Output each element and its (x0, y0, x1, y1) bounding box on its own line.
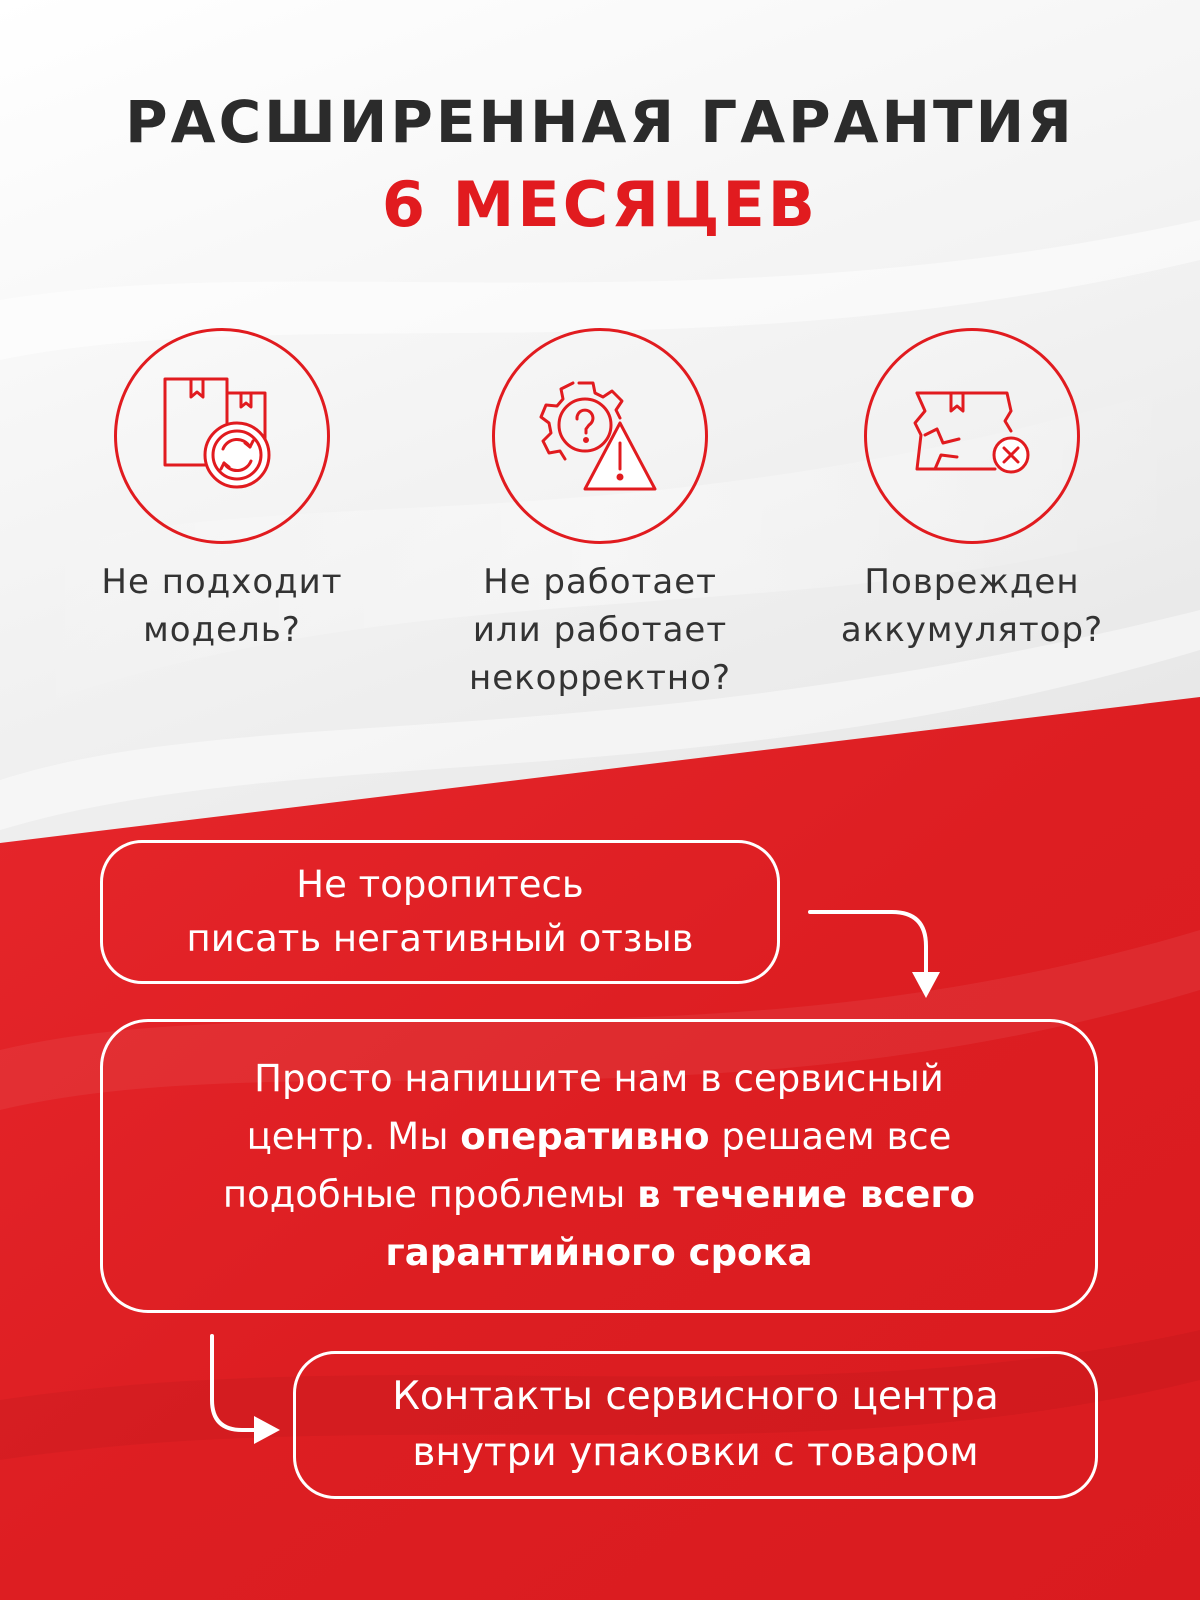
contacts-box (293, 1351, 1098, 1499)
feature-circle (492, 328, 708, 544)
gear-warning-icon (535, 371, 665, 501)
feature-circle (114, 328, 330, 544)
broken-box-icon (907, 371, 1037, 501)
feature-caption: Поврежден аккумулятор? (840, 562, 1104, 650)
feature-not-working (450, 328, 750, 702)
page-title: РАСШИРЕННАЯ ГАРАНТИЯ (125, 88, 1075, 156)
contacts-line-1: Контакты сервисного центра (392, 1374, 999, 1419)
emphasis-quickly: оперативно (460, 1115, 710, 1158)
arrow-down-icon (800, 896, 940, 1006)
notice-line-2: писать негативный отзыв (186, 917, 694, 960)
feature-wrong-model (72, 328, 372, 654)
feature-caption: Не работает или работает некорректно? (469, 562, 731, 698)
arrow-right-icon (200, 1330, 290, 1450)
notice-line-1: Не торопитесь (296, 863, 584, 906)
feature-circle (864, 328, 1080, 544)
box-exchange-icon (157, 371, 287, 501)
service-line-1: Просто напишите нам в сервисный (254, 1057, 944, 1100)
contacts-line-2: внутри упаковки с товаром (412, 1430, 979, 1475)
emphasis-warranty-term: гарантийного срока (385, 1231, 813, 1274)
feature-caption: Не подходит модель? (101, 562, 343, 650)
service-box: Просто напишите нам в сервисный центр. Мы оперативно решаем все подобные проблемы в течение всего гарантийного срока (100, 1019, 1098, 1313)
warranty-period: 6 МЕСЯЦЕВ (381, 168, 819, 241)
emphasis-warranty-period: в течение всего (637, 1173, 976, 1216)
notice-box (100, 840, 780, 984)
feature-damaged-battery (822, 328, 1122, 654)
